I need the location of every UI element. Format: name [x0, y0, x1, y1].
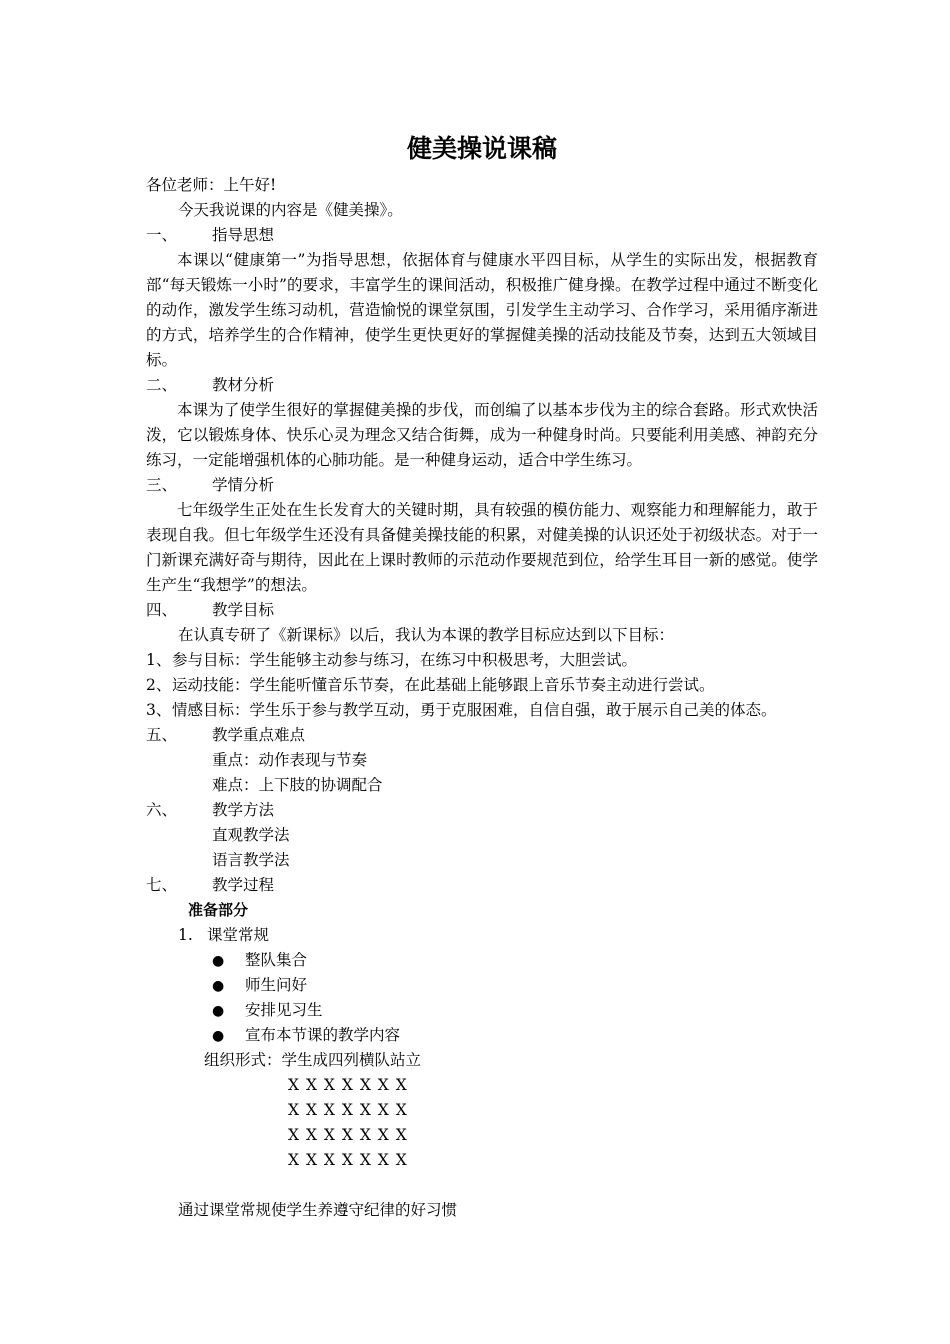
section-title: 指导思想	[212, 226, 275, 244]
section-title: 教学过程	[212, 876, 275, 894]
key-point: 重点：动作表现与节奏	[212, 751, 368, 769]
goal-number: 2、	[146, 676, 172, 694]
section-title: 教材分析	[212, 376, 275, 394]
method-item: 直观教学法	[212, 826, 290, 844]
section-heading-6	[146, 798, 818, 823]
document-body	[146, 173, 818, 1223]
bullet-dot-icon: ●	[212, 978, 225, 994]
goal-item	[146, 648, 818, 673]
organization-form: 组织形式：学生成四列横队站立	[204, 1051, 422, 1069]
goal-text: 参与目标：学生能够主动参与练习，在练习中积极思考，大胆尝试。	[172, 651, 638, 669]
section-heading-7	[146, 873, 818, 898]
section-text-3: 七年级学生正处在生长发育大的关键时期，具有较强的模仿能力、观察能力和理解能力，敢于表现自我。但七年级学生还没有具备健美操技能的积累，对健美操的认识还处于初级状态。对于一门新课充满好奇与期待，因此在上课时教师的示范动作要规范到位，给学生耳目一新的感觉。使学生产生“我想学”的想法。	[146, 501, 818, 594]
method-item: 语言教学法	[212, 851, 290, 869]
section-heading-4	[146, 598, 818, 623]
section-text-2: 本课为了使学生很好的掌握健美操的步伐，而创编了以基本步伐为主的综合套路。形式欢快活泼，它以锻炼身体、快乐心灵为理念又结合街舞，成为一种健身时尚。只要能利用美感、神韵充分练习，一定能增强机体的心肺功能。是一种健身运动，适合中学生练习。	[146, 401, 818, 469]
section-title: 教学方法	[212, 801, 275, 819]
section-number: 七、	[146, 876, 178, 894]
section-heading-5	[146, 723, 818, 748]
item-text: 课堂常规	[207, 926, 270, 944]
bullet-item	[146, 948, 818, 973]
section-number: 二、	[146, 376, 178, 394]
section-number: 六、	[146, 801, 178, 819]
closing-note: 通过课堂常规使学生养遵守纪律的好习惯	[178, 1201, 458, 1219]
difficulty-point: 难点：上下肢的协调配合	[212, 776, 383, 794]
part-heading: 准备部分	[188, 901, 249, 919]
section-text-4: 在认真专研了《新课标》以后，我认为本课的教学目标应达到以下目标：	[178, 626, 675, 644]
bullet-dot-icon: ●	[212, 1028, 225, 1044]
greeting: 各位老师：上午好!	[146, 176, 277, 194]
bullet-item	[146, 998, 818, 1023]
formation-row: X X X X X X X	[288, 1126, 408, 1144]
goal-text: 情感目标：学生乐于参与教学互动，勇于克服困难，自信自强，敢于展示自己美的体态。	[172, 701, 777, 719]
section-heading-1	[146, 223, 818, 248]
bullet-text: 安排见习生	[245, 1001, 323, 1019]
goal-text: 运动技能：学生能听懂音乐节奏，在此基础上能够跟上音乐节奏主动进行尝试。	[172, 676, 715, 694]
formation-row: X X X X X X X	[288, 1151, 408, 1169]
goal-item	[146, 673, 818, 698]
bullet-dot-icon: ●	[212, 953, 225, 969]
section-heading-3	[146, 473, 818, 498]
spacer	[146, 1173, 818, 1198]
formation-row: X X X X X X X	[288, 1076, 408, 1094]
formation-row: X X X X X X X	[288, 1101, 408, 1119]
item-number: 1.	[178, 926, 193, 944]
numbered-item	[146, 923, 818, 948]
bullet-item	[146, 973, 818, 998]
bullet-dot-icon: ●	[212, 1003, 225, 1019]
section-number: 四、	[146, 601, 178, 619]
section-heading-2	[146, 373, 818, 398]
bullet-text: 师生问好	[245, 976, 308, 994]
goal-number: 3、	[146, 701, 172, 719]
section-title: 教学重点难点	[212, 726, 306, 744]
intro: 今天我说课的内容是《健美操》。	[178, 201, 403, 219]
bullet-item	[146, 1023, 818, 1048]
bullet-text: 宣布本节课的教学内容	[245, 1026, 401, 1044]
bullet-text: 整队集合	[245, 951, 308, 969]
section-text-1: 本课以“健康第一”为指导思想，依据体育与健康水平四目标，从学生的实际出发，根据教育部“每天锻炼一小时”的要求，丰富学生的课间活动，积极推广健身操。在教学过程中通过不断变化的动作，激发学生练习动机，营造愉悦的课堂氛围，引发学生主动学习、合作学习，采用循序渐进的方式，培养学生的合作精神，使学生更快更好的掌握健美操的活动技能及节奏，达到五大领域目标。	[146, 251, 818, 369]
goal-number: 1、	[146, 651, 172, 669]
section-title: 教学目标	[212, 601, 275, 619]
section-number: 一、	[146, 226, 178, 244]
document-title: 健美操说课稿	[406, 134, 557, 163]
section-title: 学情分析	[212, 476, 275, 494]
section-number: 五、	[146, 726, 178, 744]
goal-item	[146, 698, 818, 723]
section-number: 三、	[146, 476, 178, 494]
